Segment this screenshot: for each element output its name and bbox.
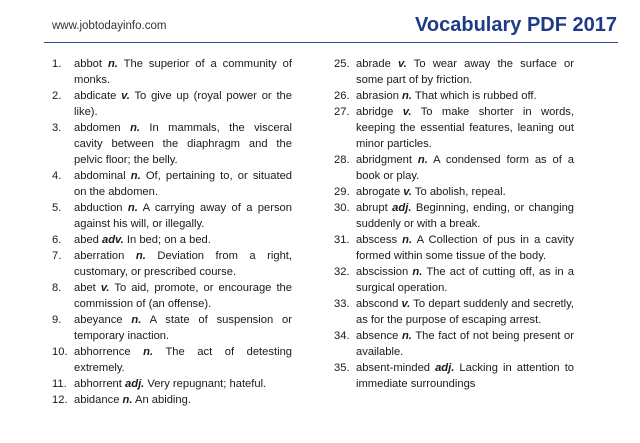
- entry-definition: In mammals, the visceral cavity between the diaphragm and the pelvic floor; the belly.: [74, 122, 293, 166]
- entry-number: 9.: [52, 314, 62, 326]
- part-of-speech: adj.: [392, 202, 412, 214]
- part-of-speech: n.: [417, 154, 428, 166]
- vocab-entry: [334, 184, 574, 200]
- entry-text: [356, 56, 574, 88]
- vocab-entry: [52, 56, 292, 88]
- part-of-speech: n.: [131, 314, 142, 326]
- part-of-speech: n.: [402, 90, 412, 102]
- entry-text: [74, 248, 292, 280]
- part-of-speech: n.: [402, 234, 413, 246]
- entry-number: 11.: [52, 378, 67, 390]
- vocab-entry: [52, 232, 292, 248]
- document-title: Vocabulary PDF 2017: [415, 14, 617, 36]
- entry-text: [356, 88, 574, 104]
- entry-text: [356, 360, 574, 392]
- part-of-speech: v.: [403, 186, 412, 198]
- entry-number: 27.: [334, 106, 350, 118]
- part-of-speech: v.: [401, 298, 411, 310]
- entry-definition: To abolish, repeal.: [414, 186, 506, 198]
- entry-word: abrasion: [356, 90, 399, 102]
- vocab-entry: [52, 120, 292, 168]
- entry-text: [74, 168, 292, 200]
- entry-text: [74, 280, 292, 312]
- header-divider: [44, 42, 618, 43]
- part-of-speech: v.: [100, 282, 110, 294]
- part-of-speech: n.: [143, 346, 154, 358]
- entry-number: 10.: [52, 346, 68, 358]
- vocab-entry: [334, 328, 574, 360]
- entry-text: [356, 264, 574, 296]
- entry-word: abeyance: [74, 314, 123, 326]
- vocab-entry: [52, 280, 292, 312]
- entry-text: [356, 104, 574, 152]
- entry-number: 34.: [334, 330, 350, 342]
- entry-text: [74, 392, 292, 408]
- entry-word: abscond: [356, 298, 399, 310]
- entry-text: [74, 312, 292, 344]
- entry-word: abdominal: [74, 170, 126, 182]
- part-of-speech: n.: [412, 266, 423, 278]
- entry-text: [74, 56, 292, 88]
- vocab-entry: [52, 312, 292, 344]
- entry-number: 30.: [334, 202, 350, 214]
- entry-definition: A carrying away of a person against his will, or illegally.: [74, 202, 292, 230]
- vocab-entry: [52, 168, 292, 200]
- entry-number: 33.: [334, 298, 350, 310]
- part-of-speech: n.: [130, 122, 141, 134]
- part-of-speech: n.: [107, 58, 118, 70]
- entry-number: 7.: [52, 250, 62, 262]
- part-of-speech: n.: [401, 330, 412, 342]
- entry-text: [74, 88, 292, 120]
- entry-number: 35.: [334, 362, 350, 374]
- entry-number: 8.: [52, 282, 62, 294]
- entry-number: 12.: [52, 394, 68, 406]
- vocab-entry: [52, 248, 292, 280]
- entry-definition: Deviation from a right, customary, or prescribed course.: [74, 250, 293, 278]
- part-of-speech: v.: [402, 106, 412, 118]
- entry-word: abscission: [356, 266, 409, 278]
- entry-number: 26.: [334, 90, 350, 102]
- entry-number: 5.: [52, 202, 62, 214]
- entry-definition: To give up (royal power or the like).: [74, 90, 293, 118]
- part-of-speech: n.: [122, 394, 133, 406]
- part-of-speech: adj.: [435, 362, 455, 374]
- entry-number: 28.: [334, 154, 350, 166]
- entry-word: abrade: [356, 58, 391, 70]
- website-url[interactable]: www.jobtodayinfo.com: [52, 20, 167, 32]
- entry-number: 3.: [52, 122, 62, 134]
- entry-text: [356, 184, 574, 200]
- entry-number: 25.: [334, 58, 350, 70]
- entry-word: abbot: [74, 58, 102, 70]
- vocab-entry: [52, 392, 292, 408]
- entry-number: 1.: [52, 58, 62, 70]
- entry-number: 31.: [334, 234, 350, 246]
- entry-definition: To make shorter in words, keeping the essential features, leaning out minor particles.: [356, 106, 574, 150]
- entry-text: [356, 200, 574, 232]
- entry-text: [356, 328, 574, 360]
- entry-definition: A Collection of pus in a cavity formed within some tissue of the body.: [356, 234, 574, 262]
- entry-definition: The superior of a community of monks.: [74, 58, 293, 86]
- part-of-speech: adv.: [102, 234, 124, 246]
- entry-text: [74, 200, 292, 232]
- part-of-speech: v.: [121, 90, 130, 102]
- entry-word: abridge: [356, 106, 394, 118]
- entry-word: abrogate: [356, 186, 401, 198]
- vocab-entry: [334, 360, 574, 392]
- entry-definition: The act of detesting extremely.: [74, 346, 293, 374]
- vocab-entry: [334, 264, 574, 296]
- entry-word: abhorrence: [74, 346, 131, 358]
- vocab-entry: [52, 344, 292, 376]
- part-of-speech: adj.: [125, 378, 145, 390]
- entry-word: abridgment: [356, 154, 412, 166]
- entry-definition: Very repugnant; hateful.: [147, 378, 267, 390]
- vocab-entry: [334, 152, 574, 184]
- entry-definition: In bed; on a bed.: [126, 234, 211, 246]
- vocab-entry: [334, 200, 574, 232]
- entry-definition: An abiding.: [134, 394, 191, 406]
- entry-word: abidance: [74, 394, 120, 406]
- vocab-entry: [52, 376, 292, 392]
- entry-text: [356, 232, 574, 264]
- entry-word: abrupt: [356, 202, 388, 214]
- entry-text: [356, 152, 574, 184]
- entry-word: absence: [356, 330, 399, 342]
- entry-word: abduction: [74, 202, 123, 214]
- vocab-entry: [52, 88, 292, 120]
- vocab-entry: [334, 296, 574, 328]
- entry-text: [74, 344, 292, 376]
- entry-number: 2.: [52, 90, 62, 102]
- entry-definition: To aid, promote, or encourage the commission of (an offense).: [74, 282, 292, 310]
- entry-definition: To depart suddenly and secretly, as for the purpose of escaping arrest.: [356, 298, 575, 326]
- part-of-speech: n.: [135, 250, 146, 262]
- entry-text: [356, 296, 574, 328]
- part-of-speech: n.: [130, 170, 141, 182]
- vocab-entry: [334, 88, 574, 104]
- entry-text: [74, 376, 292, 392]
- right-column: [334, 56, 574, 392]
- entry-number: 6.: [52, 234, 62, 246]
- entry-definition: Of, pertaining to, or situated on the abdomen.: [74, 170, 293, 198]
- entry-definition: The fact of not being present or available.: [356, 330, 574, 358]
- entry-definition: A state of suspension or temporary inaction.: [74, 314, 292, 342]
- entry-word: aberration: [74, 250, 125, 262]
- entry-definition: Lacking in attention to immediate surroundings: [356, 362, 575, 390]
- entry-word: abet: [74, 282, 96, 294]
- left-column: [52, 56, 292, 408]
- entry-definition: To wear away the surface or some part of by friction.: [356, 58, 574, 86]
- part-of-speech: n.: [127, 202, 138, 214]
- entry-text: [74, 120, 292, 168]
- vocab-entry: [334, 56, 574, 88]
- entry-definition: The act of cutting off, as in a surgical operation.: [356, 266, 575, 294]
- entry-word: abscess: [356, 234, 398, 246]
- vocab-entry: [52, 200, 292, 232]
- entry-word: abhorrent: [74, 378, 122, 390]
- entry-definition: That which is rubbed off.: [414, 90, 537, 102]
- entry-number: 29.: [334, 186, 350, 198]
- entry-definition: A condensed form as of a book or play.: [356, 154, 574, 182]
- entry-word: abdomen: [74, 122, 121, 134]
- vocab-entry: [334, 232, 574, 264]
- part-of-speech: v.: [398, 58, 407, 70]
- vocab-entry: [334, 104, 574, 152]
- entry-word: abdicate: [74, 90, 117, 102]
- entry-word: abed: [74, 234, 99, 246]
- entry-word: absent-minded: [356, 362, 431, 374]
- entry-definition: Beginning, ending, or changing suddenly or with a break.: [356, 202, 575, 230]
- entry-number: 32.: [334, 266, 350, 278]
- entry-text: [74, 232, 292, 248]
- entry-number: 4.: [52, 170, 62, 182]
